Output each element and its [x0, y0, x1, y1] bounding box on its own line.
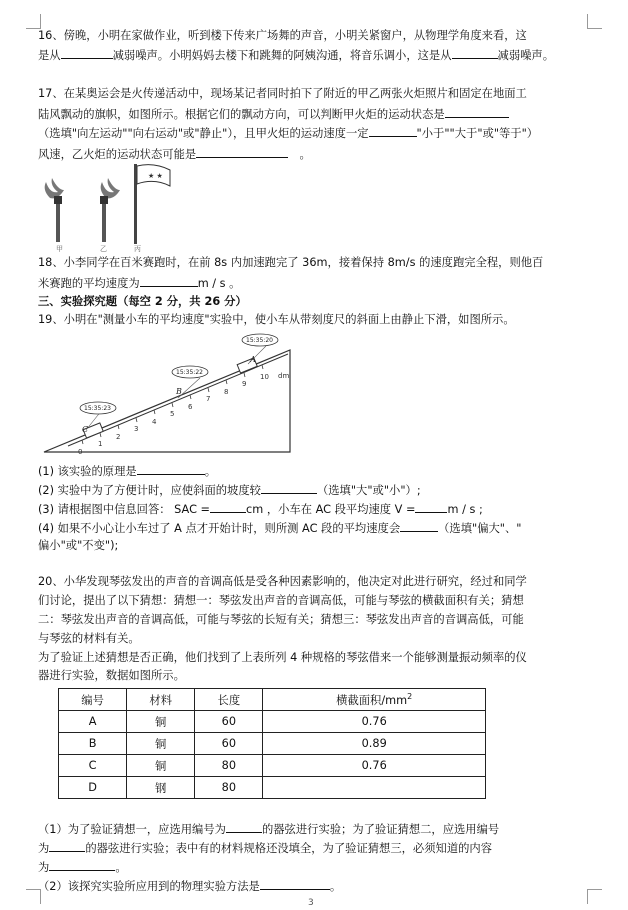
- clock-a-time: 15:35:20: [246, 337, 273, 344]
- q20-line1: 20、小华发现琴弦发出的声音的音调高低是受各种因素影响的，他决定对此进行研究，经过和同学: [38, 575, 527, 588]
- q20-line6: 器进行实验，数据如图所示。: [38, 669, 185, 682]
- table-row: [59, 733, 486, 755]
- text: （1）为了验证猜想一，应选用编号为: [38, 823, 226, 836]
- cell: 铜: [127, 711, 195, 733]
- text: 为: [38, 861, 50, 874]
- torch-flag-figure: [36, 160, 186, 252]
- cell: C: [59, 755, 127, 777]
- answer-blank: [261, 481, 317, 494]
- q18-line2: [38, 274, 240, 292]
- crop-mark: [26, 14, 41, 29]
- tick-label: 6: [188, 403, 193, 411]
- cell: 0.76: [263, 711, 486, 733]
- tick-label: 3: [134, 425, 139, 433]
- q20-answer3: [38, 858, 127, 876]
- q20-answer4: [38, 877, 341, 895]
- col-header-area: [263, 689, 486, 711]
- torch-yi-icon: [100, 178, 120, 242]
- text: （选填"向左运动""向右运动"或"静止"），且甲火炬的运动速度一定: [38, 127, 369, 140]
- text: 。: [204, 465, 216, 478]
- cell: [263, 777, 486, 799]
- text: 为: [38, 842, 50, 855]
- tick-label: 8: [224, 388, 229, 396]
- text: （选填"偏大"、": [438, 522, 522, 535]
- q19-part3: [38, 500, 483, 518]
- q19-part4-cont: 偏小"或"不变");: [38, 539, 119, 552]
- incline-figure: [40, 330, 292, 456]
- answer-blank: [49, 858, 115, 871]
- answer-blank: [226, 820, 262, 833]
- clock-b-time: 15:35:22: [176, 369, 203, 376]
- q17-line1: 17、在某奥运会是火传递活动中，现场某记者同时拍下了附近的甲乙两张火炬照片和固定在地面工: [38, 87, 527, 100]
- text: cm ，小车在 AC 段平均速度 V =: [246, 503, 416, 516]
- q20-line2: 们讨论，提出了以下猜想：猜想一：琴弦发出声音的音调高低，可能与琴弦的横截面积有关；猜想: [38, 594, 524, 607]
- text: (3) 请根据图中信息回答： SAC =: [38, 503, 211, 516]
- q19-part1: [38, 462, 216, 480]
- cell: A: [59, 711, 127, 733]
- crop-mark: [587, 14, 602, 29]
- answer-blank: [400, 519, 438, 532]
- text: 是从: [38, 49, 61, 62]
- label-jia: 甲: [56, 245, 63, 252]
- q16-line2: [38, 46, 554, 64]
- cell: 铜: [127, 733, 195, 755]
- point-c: C: [82, 425, 89, 434]
- superscript: 2: [407, 691, 413, 701]
- text: （2）该探究实验所应用到的物理实验方法是: [38, 880, 260, 893]
- cell: 80: [195, 755, 263, 777]
- text: 。: [115, 861, 127, 874]
- q19-part2: [38, 481, 421, 499]
- answer-blank: [140, 274, 198, 287]
- answer-blank: [369, 124, 417, 137]
- cell: 0.76: [263, 755, 486, 777]
- text: 的器弦进行实验；为了验证猜想二，应选用编号: [261, 823, 500, 836]
- col-header-id: 编号: [59, 689, 127, 711]
- section-heading: 三、实验探究题（每空 2 分，共 26 分）: [38, 295, 247, 308]
- q17-line3: [38, 124, 538, 142]
- tick-label: 4: [152, 418, 157, 426]
- point-a: A: [250, 355, 256, 364]
- text: m / s ;: [447, 503, 483, 516]
- q20-line4: 与琴弦的材料有关。: [38, 632, 140, 645]
- text: (1) 该实验的原理是: [38, 465, 137, 478]
- label-bing: 丙: [134, 245, 141, 252]
- text: （选填"大"或"小"）;: [316, 484, 421, 497]
- tick-label: 2: [116, 433, 121, 441]
- q19-intro: 19、小明在"测量小车的平均速度"实验中，使小车从带刻度尺的斜面上由静止下滑，如图所示。: [38, 313, 515, 326]
- answer-blank: [260, 877, 330, 890]
- col-header-material: 材料: [127, 689, 195, 711]
- answer-blank: [210, 500, 246, 513]
- q20-line3: 二：琴弦发出声音的音调高低，可能与琴弦的长短有关；猜想三：琴弦发出声音的音调高低，可能: [38, 613, 524, 626]
- cell: 80: [195, 777, 263, 799]
- col-header-length: 长度: [195, 689, 263, 711]
- q19-part4: [38, 519, 522, 537]
- answer-blank: [415, 500, 447, 513]
- unit-label: dm: [278, 372, 290, 380]
- tick-label: 5: [170, 410, 175, 418]
- string-spec-table: [58, 688, 486, 799]
- text: 。: [299, 148, 311, 161]
- answer-blank: [61, 46, 113, 59]
- answer-blank: [49, 839, 85, 852]
- table-row: [59, 711, 486, 733]
- text: 的器弦进行实验；表中有的材料规格还没填全，为了验证猜想三，必须知道的内容: [85, 842, 493, 855]
- tick-label: 0: [78, 448, 83, 456]
- text: "小于""大于"或"等于"）: [416, 127, 539, 140]
- text: m / s 。: [197, 277, 241, 290]
- tick-label: 10: [260, 373, 269, 381]
- cell: 钢: [127, 777, 195, 799]
- q18-line1: 18、小李同学在百米赛跑时，在前 8s 内加速跑完了 36m，接着保持 8m/s 的速度跑完全程，则他百: [38, 256, 544, 269]
- flag-icon: [134, 164, 170, 244]
- answer-blank: [445, 105, 509, 118]
- text: 横截面积/mm: [336, 693, 408, 707]
- answer-blank: [137, 462, 205, 475]
- table-header-row: [59, 689, 486, 711]
- svg-text:★ ★: ★ ★: [148, 172, 163, 180]
- text: 。: [329, 880, 342, 893]
- cell: 60: [195, 711, 263, 733]
- tick-label: 1: [98, 440, 103, 448]
- cell: 铜: [127, 755, 195, 777]
- answer-blank: [452, 46, 498, 59]
- text: (4) 如果不小心让小车过了 A 点才开始计时，则所测 AC 段的平均速度会: [38, 522, 401, 535]
- torch-jia-icon: [45, 178, 64, 242]
- clock-c-time: 15:35:23: [84, 405, 111, 412]
- table-row: [59, 755, 486, 777]
- tick-label: 7: [206, 395, 211, 403]
- crop-mark: [587, 889, 602, 904]
- text: 陆风飘动的旗帜，如图所示。根据它们的飘动方向，可以判断甲火炬的运动状态是: [38, 108, 445, 121]
- tick-label: 9: [242, 380, 247, 388]
- text: 减弱噪声。小明妈妈去楼下和跳舞的阿姨沟通，将音乐调小，这是从: [112, 49, 452, 62]
- text: 风速，乙火炬的运动状态可能是: [38, 148, 197, 161]
- cell: B: [59, 733, 127, 755]
- q16-line1: 16、傍晚，小明在家做作业，听到楼下传来广场舞的声音，小明关紧窗户，从物理学角度来看，这: [38, 29, 527, 42]
- text: 米赛跑的平均速度为: [38, 277, 140, 290]
- text: (2) 实验中为了方便计时，应使斜面的坡度较: [38, 484, 261, 497]
- table-row: [59, 777, 486, 799]
- text: 减弱噪声。: [497, 49, 555, 62]
- q20-answer2: [38, 839, 492, 857]
- q20-answer1: [38, 820, 499, 838]
- q20-line5: 为了验证上述猜想是否正确，他们找到了上表所列 4 种规格的琴弦借来一个能够测量振动频率的仪: [38, 651, 527, 664]
- label-yi: 乙: [100, 245, 107, 252]
- page-number: 3: [308, 898, 314, 908]
- point-b: B: [176, 387, 182, 396]
- cell: D: [59, 777, 127, 799]
- answer-blank: [196, 145, 288, 158]
- q17-line2: [38, 105, 509, 123]
- cell: 60: [195, 733, 263, 755]
- cell: 0.89: [263, 733, 486, 755]
